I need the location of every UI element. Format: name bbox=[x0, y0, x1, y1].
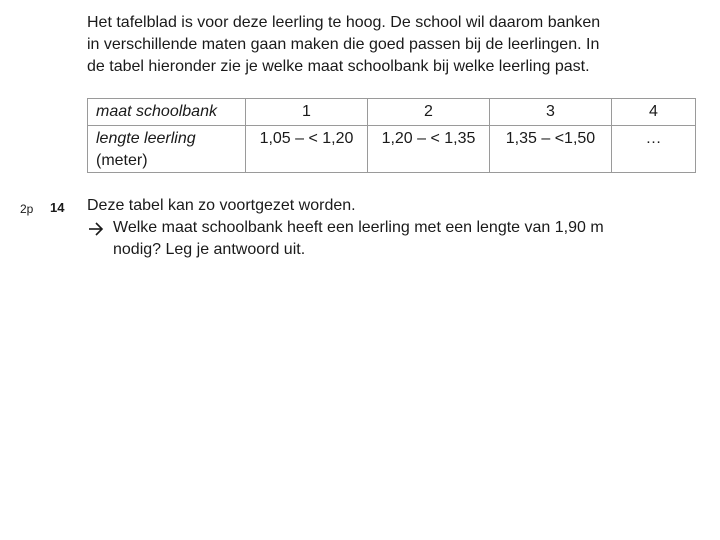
intro-line: Het tafelblad is voor deze leerling te hoog. De school wil daarom banken bbox=[87, 14, 601, 31]
bench-size-cell: 1 bbox=[246, 99, 368, 126]
question-stem: Deze tabel kan zo voortgezet worden. bbox=[87, 197, 356, 214]
row-label-student-length bbox=[88, 126, 246, 173]
table-row bbox=[88, 99, 696, 126]
length-range-cell: 1,05 – < 1,20 bbox=[246, 126, 368, 173]
table-row bbox=[88, 126, 696, 173]
task-line: Welke maat schoolbank heeft een leerling met een lengte van 1,90 m bbox=[113, 219, 604, 236]
question-task bbox=[87, 217, 707, 261]
length-range-cell: 1,35 – <1,50 bbox=[490, 126, 612, 173]
intro-line: de tabel hieronder zie je welke maat schoolbank bij welke leerling past. bbox=[87, 58, 590, 75]
question-number: 14 bbox=[50, 200, 65, 215]
question-points: 2p bbox=[20, 202, 34, 216]
bench-size-cell: 4 bbox=[612, 99, 696, 126]
student-length-label: lengte leerling bbox=[96, 130, 196, 147]
length-range-cell: … bbox=[612, 126, 696, 173]
length-range-cell: 1,20 – < 1,35 bbox=[368, 126, 490, 173]
row-label-bench-size: maat schoolbank bbox=[88, 99, 246, 126]
unit-label: (meter) bbox=[96, 152, 148, 169]
bench-size-cell: 2 bbox=[368, 99, 490, 126]
question-block bbox=[87, 195, 707, 261]
right-arrow-icon bbox=[87, 217, 105, 246]
intro-paragraph bbox=[87, 12, 707, 78]
bench-size-table bbox=[87, 98, 696, 173]
task-line: nodig? Leg je antwoord uit. bbox=[113, 241, 306, 258]
bench-size-cell: 3 bbox=[490, 99, 612, 126]
intro-line: in verschillende maten gaan maken die goed passen bij de leerlingen. In bbox=[87, 36, 600, 53]
